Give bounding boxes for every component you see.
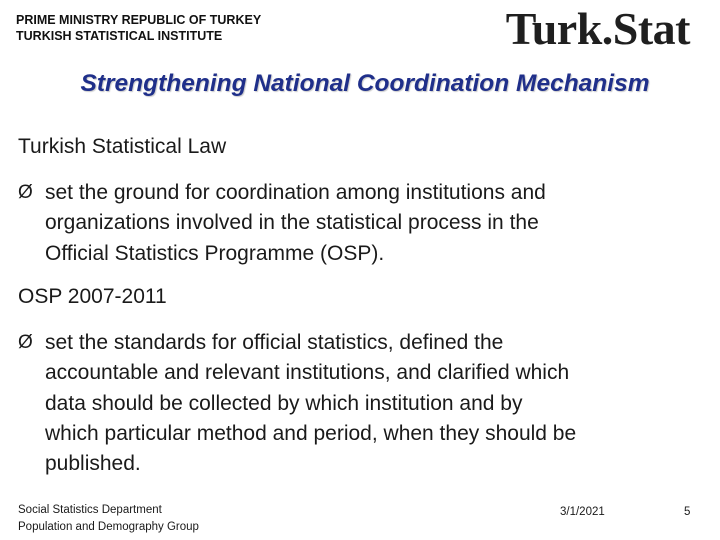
bullet-line: data should be collected by which institution and by (45, 391, 523, 415)
bullet-line: accountable and relevant institutions, and clarified which (45, 361, 570, 385)
page-number: 5 (684, 506, 691, 518)
footer-department-name: Social Statistics Department (18, 504, 162, 516)
bullet-line: set the ground for coordination among institutions and (45, 181, 546, 204)
bullet-line: Official Statistics Programme (OSP). (45, 241, 385, 265)
organization-name (16, 12, 261, 44)
slide-title: Strengthening National Coordination Mechanism (80, 70, 650, 97)
bullet-line: set the standards for official statistics, defined the (45, 331, 504, 354)
bullet-osp (18, 328, 708, 479)
footer-date: 3/1/2021 (560, 506, 605, 518)
org-line-2: TURKISH STATISTICAL INSTITUTE (16, 29, 223, 43)
arrow-bullet-icon: Ø (18, 182, 33, 203)
arrow-bullet-icon: Ø (18, 332, 33, 353)
bullet-line: organizations involved in the statistical process in the (45, 211, 539, 235)
turkstat-logo: Turk.Stat (505, 3, 690, 54)
footer-department (18, 502, 199, 536)
bullet-line: which particular method and period, when they should be (45, 421, 577, 445)
section-heading-osp: OSP 2007-2011 (18, 285, 167, 308)
bullet-statistical-law (18, 178, 708, 269)
footer-group-name: Population and Demography Group (18, 521, 199, 533)
bullet-line: published. (45, 452, 141, 476)
section-heading-statistical-law: Turkish Statistical Law (18, 135, 227, 158)
org-line-1: PRIME MINISTRY REPUBLIC OF TURKEY (16, 13, 262, 27)
